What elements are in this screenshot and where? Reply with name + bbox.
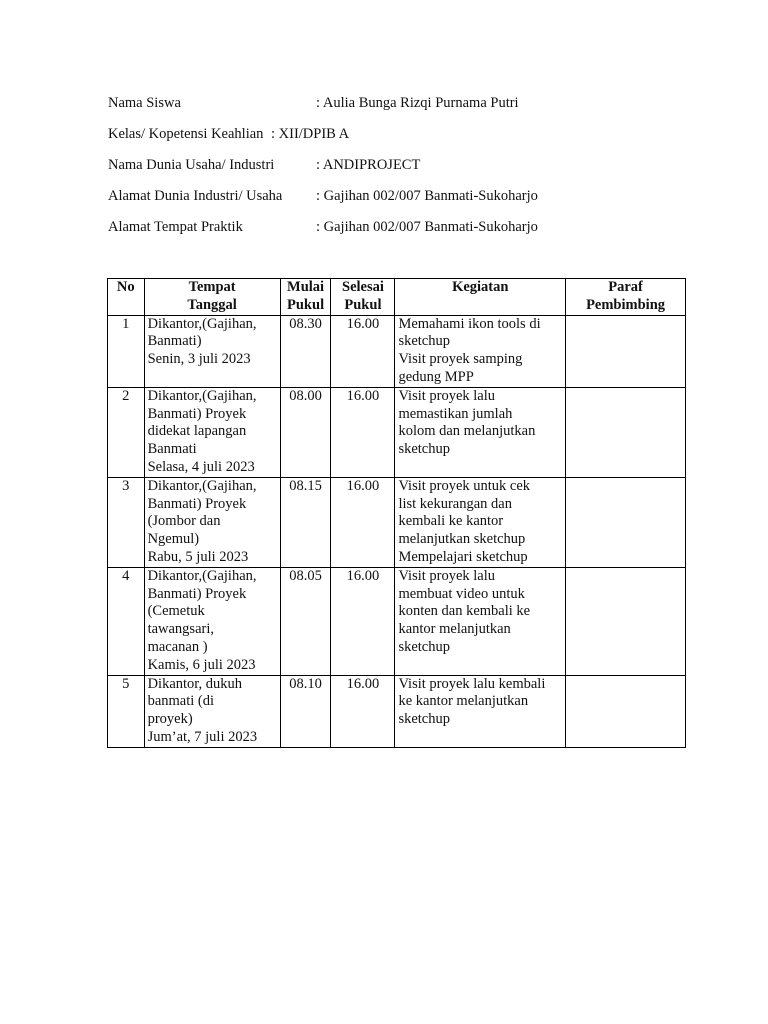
activity-log-table: [107, 278, 686, 748]
cell-mulai: 08.10: [280, 675, 331, 747]
cell-no: 2: [108, 387, 145, 477]
info-label: Kelas/ Kopetensi Keahlian: [108, 126, 264, 142]
cell-tempat-tanggal: Dikantor,(Gajihan, Banmati) Proyek (Cemetuk tawangsari, macanan ) Kamis, 6 juli 2023: [144, 567, 280, 675]
cell-no: 1: [108, 315, 145, 387]
info-value: : Gajihan 002/007 Banmati-Sukoharjo: [316, 219, 538, 235]
cell-tempat-tanggal: Dikantor,(Gajihan, Banmati) Proyek didekat lapangan Banmati Selasa, 4 juli 2023: [144, 387, 280, 477]
header-mulai-pukul: Mulai Pukul: [280, 279, 331, 316]
cell-selesai: 16.00: [331, 477, 395, 567]
info-label: Alamat Tempat Praktik: [108, 219, 243, 235]
header-paraf-pembimbing: Paraf Pembimbing: [566, 279, 686, 316]
header-kegiatan: Kegiatan: [395, 279, 566, 316]
info-label: Nama Dunia Usaha/ Industri: [108, 157, 275, 173]
cell-kegiatan: Visit proyek lalu memastikan jumlah kolom dan melanjutkan sketchup: [395, 387, 566, 477]
cell-selesai: 16.00: [331, 675, 395, 747]
cell-paraf: [566, 477, 686, 567]
cell-no: 4: [108, 567, 145, 675]
header-tempat-tanggal: Tempat Tanggal: [144, 279, 280, 316]
cell-selesai: 16.00: [331, 315, 395, 387]
table-row: [108, 477, 686, 567]
table-header-row: [108, 279, 686, 316]
cell-mulai: 08.00: [280, 387, 331, 477]
cell-mulai: 08.30: [280, 315, 331, 387]
cell-tempat-tanggal: Dikantor,(Gajihan, Banmati) Proyek (Jombor dan Ngemul) Rabu, 5 juli 2023: [144, 477, 280, 567]
info-row-alamat-praktik: [108, 218, 668, 249]
table-row: [108, 567, 686, 675]
table-row: [108, 387, 686, 477]
info-row-dunia-usaha: [108, 156, 668, 187]
cell-selesai: 16.00: [331, 567, 395, 675]
cell-tempat-tanggal: Dikantor, dukuh banmati (di proyek) Jum’at, 7 juli 2023: [144, 675, 280, 747]
cell-paraf: [566, 567, 686, 675]
info-value: : XII/DPIB A: [271, 126, 350, 142]
cell-mulai: 08.05: [280, 567, 331, 675]
info-value: : Aulia Bunga Rizqi Purnama Putri: [316, 95, 519, 111]
cell-kegiatan: Memahami ikon tools di sketchup Visit proyek samping gedung MPP: [395, 315, 566, 387]
header-no: No: [108, 279, 145, 316]
cell-no: 3: [108, 477, 145, 567]
student-info: [108, 94, 668, 249]
table-row: [108, 315, 686, 387]
cell-kegiatan: Visit proyek untuk cek list kekurangan dan kembali ke kantor melanjutkan sketchup Mempelajari sketchup: [395, 477, 566, 567]
cell-paraf: [566, 387, 686, 477]
cell-selesai: 16.00: [331, 387, 395, 477]
info-row-nama-siswa: [108, 94, 668, 125]
cell-tempat-tanggal: Dikantor,(Gajihan, Banmati) Senin, 3 juli 2023: [144, 315, 280, 387]
table-row: [108, 675, 686, 747]
cell-kegiatan: Visit proyek lalu kembali ke kantor melanjutkan sketchup: [395, 675, 566, 747]
info-value: : ANDIPROJECT: [316, 157, 421, 173]
info-row-kelas: [108, 125, 668, 156]
cell-paraf: [566, 675, 686, 747]
info-row-alamat-industri: [108, 187, 668, 218]
info-label: Nama Siswa: [108, 95, 181, 111]
cell-no: 5: [108, 675, 145, 747]
cell-kegiatan: Visit proyek lalu membuat video untuk konten dan kembali ke kantor melanjutkan sketchup: [395, 567, 566, 675]
cell-mulai: 08.15: [280, 477, 331, 567]
cell-paraf: [566, 315, 686, 387]
header-selesai-pukul: Selesai Pukul: [331, 279, 395, 316]
info-value: : Gajihan 002/007 Banmati-Sukoharjo: [316, 188, 538, 204]
info-label: Alamat Dunia Industri/ Usaha: [108, 188, 283, 204]
